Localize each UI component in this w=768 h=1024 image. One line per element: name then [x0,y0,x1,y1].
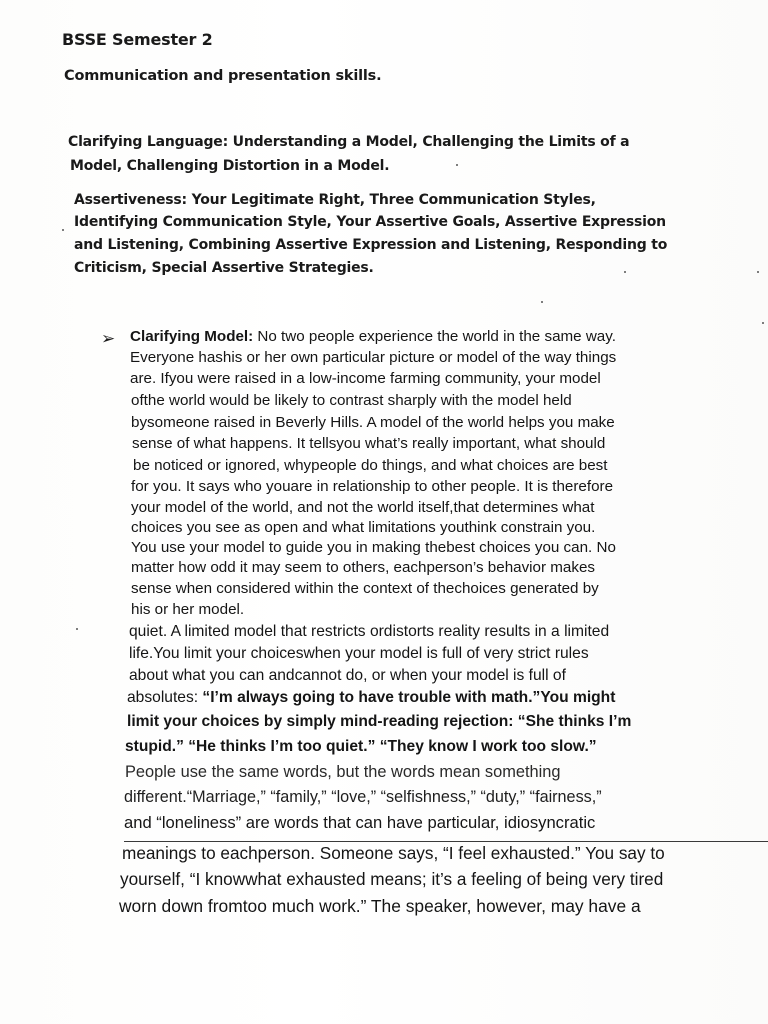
scan-speck [76,628,78,630]
topic-line: Model, Challenging Distortion in a Model. [70,158,390,174]
body-line: bysomeone raised in Beverly Hills. A model of the world helps you make [131,414,615,431]
body-line: sense when considered within the context of thechoices generated by [131,580,599,597]
body-line: worn down fromtoo much work.” The speaker, however, may have a [119,896,641,916]
scan-speck [624,271,626,273]
body-line: Everyone hashis or her own particular picture or model of the way things [130,349,617,366]
absolutes-plain: absolutes: [127,689,203,706]
body-line: your model of the world, and not the world itself,that determines what [131,499,595,516]
body-line: yourself, “I knowwhat exhausted means; it’s a feeling of being very tired [120,869,664,889]
topic-line: and Listening, Combining Assertive Expression and Listening, Responding to [74,237,668,253]
body-line: quiet. A limited model that restricts ordistorts reality results in a limited [129,623,610,640]
body-line: ofthe world would be likely to contrast sharply with the model held [131,392,572,409]
body-line: for you. It says who youare in relationship to other people. It is therefore [131,478,614,495]
topic-line: Clarifying Language: Understanding a Model, Challenging the Limits of a [68,134,630,150]
scan-speck [62,229,64,231]
topic-line: Criticism, Special Assertive Strategies. [74,260,374,276]
body-line: life.You limit your choiceswhen your model is full of very strict rules [129,645,589,662]
body-line: be noticed or ignored, whypeople do things, and what choices are best [133,457,608,474]
body-line: about what you can andcannot do, or when your model is full of [129,667,566,684]
body-bold-line: limit your choices by simply mind-reading rejection: “She thinks I’m [127,713,632,730]
body-line: choices you see as open and what limitations youthink constrain you. [131,519,596,536]
body-line: You use your model to guide you in making thebest choices you can. No [131,539,616,556]
topic-line: Identifying Communication Style, Your Assertive Goals, Assertive Expression [74,214,666,230]
body-line: meanings to eachperson. Someone says, “I feel exhausted.” You say to [122,843,665,863]
topic-line: Assertiveness: Your Legitimate Right, Three Communication Styles, [74,192,596,208]
subject-heading: Communication and presentation skills. [64,68,382,84]
section-label: Clarifying Model: [130,328,254,345]
scan-speck [456,164,458,166]
course-heading: BSSE Semester 2 [62,30,213,49]
body-line: matter how odd it may seem to others, eachperson’s behavior makes [131,559,596,576]
body-first-line [130,328,616,345]
first-line-text: No two people experience the world in the same way. [253,328,616,345]
body-line: sense of what happens. It tellsyou what’s really important, what should [132,435,606,452]
body-line-absolutes [127,689,615,707]
scan-speck [541,301,543,303]
body-line: his or her model. [131,601,245,618]
body-line: People use the same words, but the words mean something [125,763,561,781]
absolutes-quote: “I’m always going to have trouble with math.”You might [202,689,616,706]
body-line: different.“Marriage,” “family,” “love,” “selfishness,” “duty,” “fairness,” [124,788,602,806]
scan-speck [762,322,764,324]
body-bold-line: stupid.” “He thinks I’m too quiet.” “They know I work too slow.” [125,738,597,755]
body-line: are. Ifyou were raised in a low-income farming community, your model [130,370,601,387]
scan-speck [757,271,759,273]
arrow-bullet-icon: ➢ [101,329,116,349]
body-line: and “loneliness” are words that can have particular, idiosyncratic [124,813,596,832]
scan-line-divider [124,841,768,842]
